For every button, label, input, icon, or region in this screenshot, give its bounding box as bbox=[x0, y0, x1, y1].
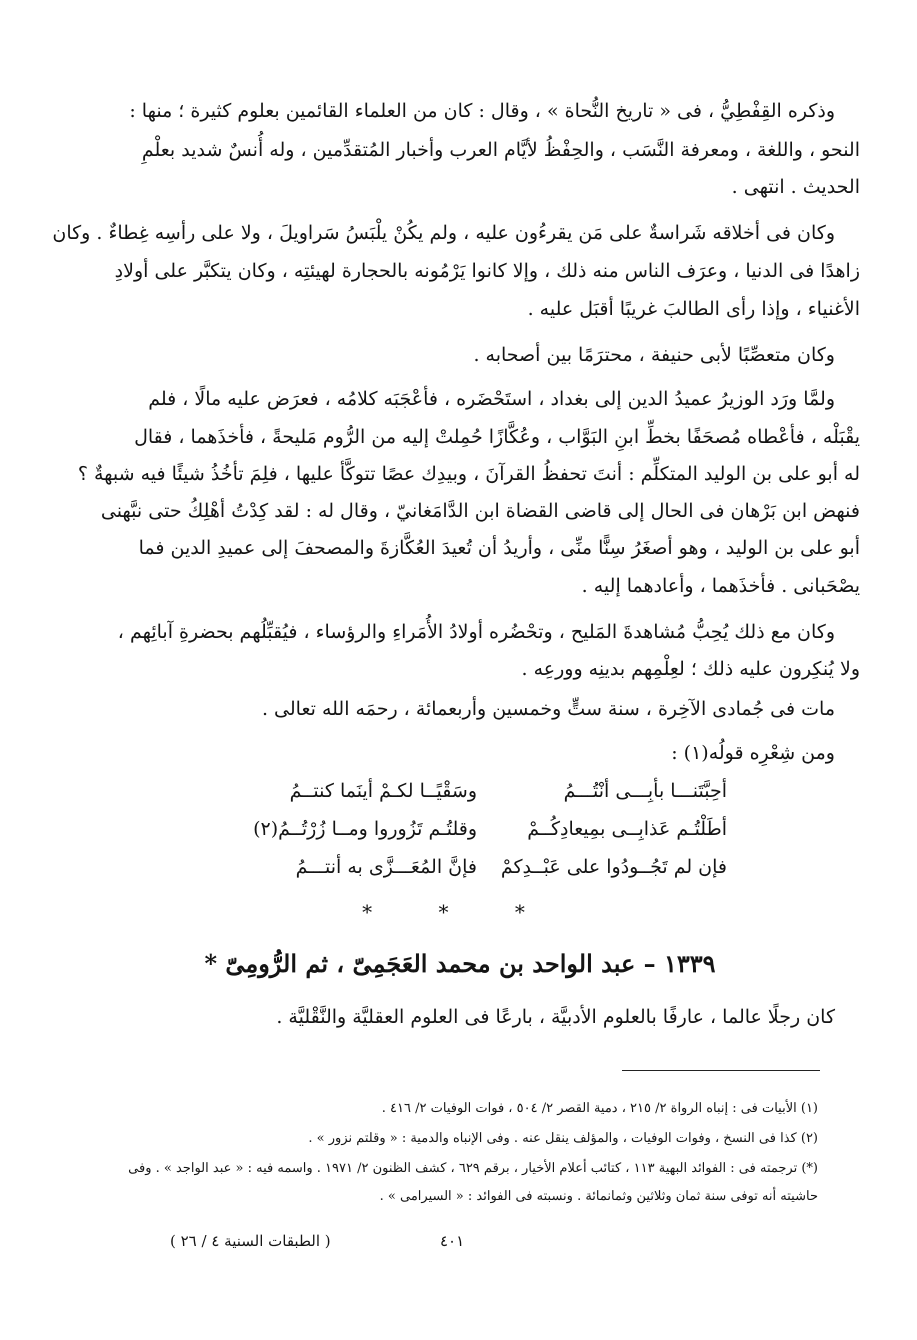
verse-hemistich-right: أحِبَّتَنـــا بأبِـــى أنْتُـــمُ bbox=[563, 780, 727, 802]
entry-heading: ١٣٣٩ – عبد الواحد بن محمد العَجَمِىّ ، ثم الرُّومِىّ * bbox=[204, 949, 716, 978]
footnote: (٢) كذا فى النسخ ، وفوات الوفيات ، والمؤلف ينقل عنه . وفى الإنباه والدمية : « وقلتم نزور » . bbox=[308, 1131, 818, 1146]
body-line: ولمَّا ورَد الوزيرُ عميدُ الدين إلى بغداد ، استَحْضَره ، فأعْجَبَه كلامُه ، فعرَض عليه مالًا ، فلم bbox=[148, 388, 835, 410]
section-separator: * * * bbox=[362, 900, 555, 924]
verse-hemistich-right: أطَلْتُـم عَذابِــى بمِيعادِكُــمْ bbox=[527, 818, 727, 840]
verse-hemistich-left: فإنَّ المُعَـــزَّى به أنتـــمُ bbox=[295, 856, 477, 878]
page-number: ٤٠١ bbox=[440, 1232, 465, 1250]
body-line: وكان مع ذلك يُحِبُّ مُشاهدةَ المَليح ، وتحْضُره أولادُ الأُمَراءِ والرؤساء ، فيُقبِّلُهم بحضرةِ آبائِهم ، bbox=[117, 621, 835, 643]
footnote-divider bbox=[622, 1070, 820, 1071]
poem-intro: ومن شِعْرِه قولُه(١) : bbox=[671, 742, 835, 764]
verse-hemistich-right: فإن لم تَجُــودُوا على عَبْــدِكمْ bbox=[500, 856, 727, 878]
body-line: النحو ، واللغة ، ومعرفة النَّسَب ، والحِفْظُ لأيَّام العرب وأخبار المُتقدِّمين ، وله أُنسٌ شديد بعلْمِ bbox=[141, 139, 860, 161]
body-line: زاهدًا فى الدنيا ، وعرَف الناس منه ذلك ، وإلا كانوا يَرْمُونه بالحجارة لهيئتِه ، وكان يتكبَّر على أولادِ bbox=[114, 260, 860, 282]
entry-text: كان رجلًا عالما ، عارفًا بالعلوم الأدبيَّة ، بارعًا فى العلوم العقليَّة والنَّقْليَّة . bbox=[276, 1006, 835, 1028]
body-line: الحديث . انتهى . bbox=[731, 176, 860, 198]
body-line: الأغنياء ، وإذا رأى الطالبَ غريبًا أقبَل عليه . bbox=[527, 298, 860, 320]
body-line: وكان فى أخلاقه شَراسةٌ على مَن يقرءُون عليه ، ولم يكُنْ يلْبَسُ سَراويلَ ، ولا على رأسِه غِطاءٌ . وكان bbox=[52, 222, 835, 244]
verse-hemistich-left: وقلتُـم تَزُوروا ومــا زُرْتُــمُ(٢) bbox=[253, 818, 477, 840]
verse-hemistich-left: وسَقْيًــا لكـمْ أينَما كنتــمُ bbox=[289, 780, 477, 802]
footnote: حاشيته أنه توفى سنة ثمان وثلاثين وثمانمائة . ونسبته فى الفوائد : « السيرامى » . bbox=[379, 1189, 818, 1204]
body-line: مات فى جُمادى الآخِرة ، سنة ستٍّ وخمسين وأربعمائة ، رحمَه الله تعالى . bbox=[261, 698, 835, 720]
body-line: فنهض ابن بَرْهان فى الحال إلى قاضى القضاة ابن الدَّامَغانيّ ، وقال له : لقد كِدْتُ أهْلِكُ حتى نبَّهنى bbox=[100, 500, 860, 522]
footnote: (*) ترجمته فى : الفوائد البهية ١١٣ ، كتائب أعلام الأخيار ، برقم ٦٢٩ ، كشف الظنون ٢/ ١٩٧١ . واسمه فيه : « عبد الواجد » . وفى bbox=[128, 1161, 818, 1176]
body-line: وكان متعصِّبًا لأبى حنيفة ، محترَمًا بين أصحابه . bbox=[473, 344, 835, 366]
body-line: وذكره القِفْطِيُّ ، فى « تاريخ النُّحاة » ، وقال : كان من العلماء القائمين بعلوم كثيرة ؛ منها : bbox=[129, 100, 835, 122]
body-line: ولا يُنكِرون عليه ذلك ؛ لعِلْمِهم بدينِه وورعِه . bbox=[521, 658, 860, 680]
body-line: يصْحَبانى . فأخذَهما ، وأعادهما إليه . bbox=[581, 575, 860, 597]
running-title: ( الطبقات السنية ٤ / ٢٦ ) bbox=[170, 1232, 331, 1250]
body-line: له أبو على بن الوليد المتكلِّم : أنتَ تحفظُ القرآنَ ، وبيدِك عصًا تتوكَّأ عليها ، فلِمَ تأخُذُ شيئًا فيه شبهةٌ ؟ bbox=[77, 463, 860, 485]
body-line: أبو على بن الوليد ، وهو أصغَرُ سِنًّا منِّى ، وأريدُ أن تُعيدَ العُكَّازةَ والمصحفَ إلى عميدِ الدين فما bbox=[138, 537, 860, 559]
body-line: يقْبَلْه ، فأعْطاه مُصحَفًا بخطِّ ابنِ البَوَّاب ، وعُكَّازًا حُمِلتْ إليه من الرُّوم مَليحةً ، فأخذَهما ، فقال bbox=[134, 426, 860, 448]
footnote: (١) الأبيات فى : إنباه الرواة ٢/ ٢١٥ ، دمية القصر ٢/ ٥٠٤ ، فوات الوفيات ٢/ ٤١٦ . bbox=[381, 1101, 818, 1116]
